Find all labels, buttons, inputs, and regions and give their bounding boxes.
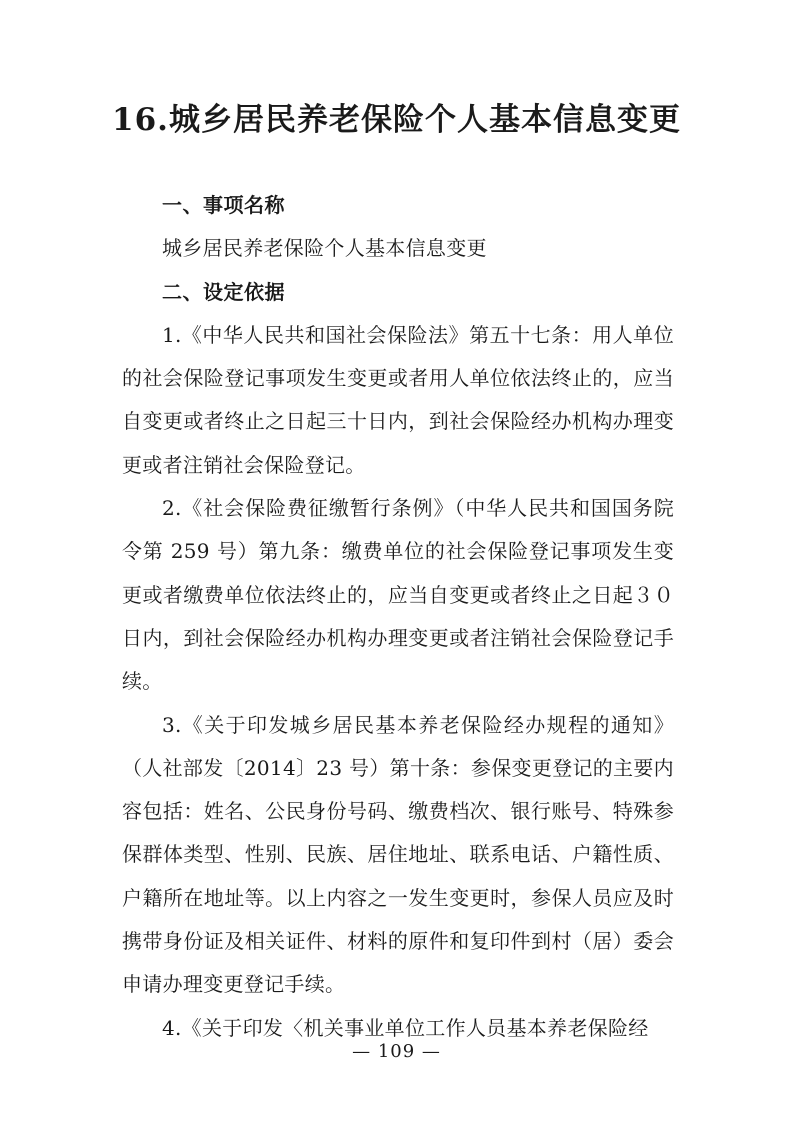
document-body — [122, 184, 674, 1050]
paragraph-basis-4: 4.《关于印发〈机关事业单位工作人员基本养老保险经 — [162, 1015, 649, 1040]
paragraph-basis-1: 1.《中华人民共和国社会保险法》第五十七条：用人单位的社会保险登记事项发生变更或者用人单位依法终止的，应当自变更或者终止之日起三十日内，到社会保险经办机构办理变更或者注销社会保险登记。 — [122, 322, 674, 477]
page-number: — 109 — — [352, 1041, 441, 1062]
paragraph-basis-3: 3.《关于印发城乡居民基本养老保险经办规程的通知》（人社部发〔2014〕23 号）第十条：参保变更登记的主要内容包括：姓名、公民身份号码、缴费档次、银行账号、特殊参保群体类型、性别、民族、居住地址、联系电话、户籍性质、户籍所在地址等。以上内容之一发生变更时，参保人员应及时携带身份证及相关证件、材料的原件和复印件到村（居）委会申请办理变更登记手续。 — [122, 712, 674, 997]
section-heading-legal-basis: 二、设定依据 — [162, 279, 285, 304]
section-heading-item-name: 一、事项名称 — [162, 193, 285, 217]
paragraph-item-name: 城乡居民养老保险个人基本信息变更 — [162, 236, 487, 261]
page-title: 16.城乡居民养老保险个人基本信息变更 — [112, 102, 681, 138]
paragraph-basis-2: 2.《社会保险费征缴暂行条例》（中华人民共和国国务院令第 259 号）第九条：缴费单位的社会保险登记事项发生变更或者缴费单位依法终止的，应当自变更或者终止之日起３０日内，到社会保险经办机构办理变更或者注销社会保险登记手续。 — [122, 496, 674, 694]
